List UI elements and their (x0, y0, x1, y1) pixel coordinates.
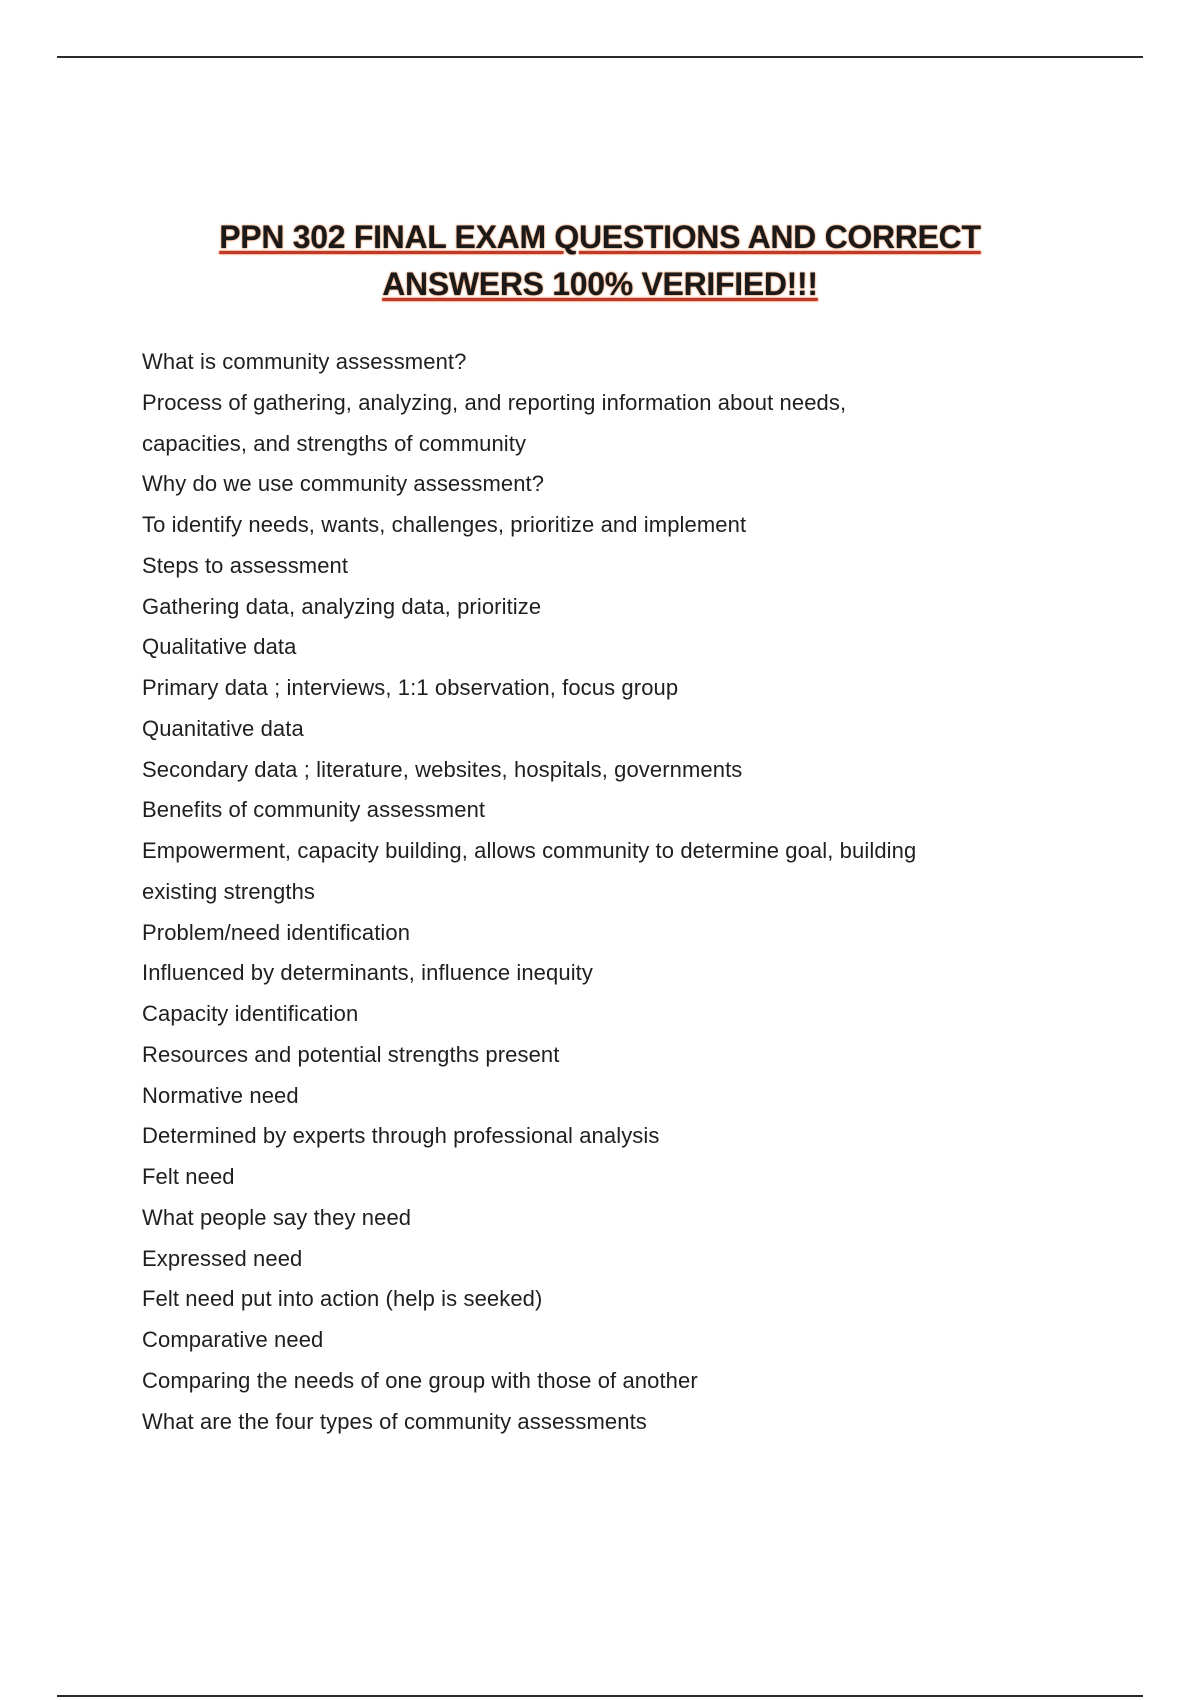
question-line: Problem/need identification (142, 919, 411, 945)
answer-line: existing strengths (142, 878, 315, 904)
question-line: What are the four types of community assessments (142, 1408, 647, 1434)
question-line: Quanitative data (142, 715, 304, 741)
answer-line: Resources and potential strengths present (142, 1041, 560, 1067)
question-line: What is community assessment? (142, 349, 467, 374)
question-line: Normative need (142, 1082, 299, 1108)
answer-line: Gathering data, analyzing data, prioritize (142, 593, 542, 619)
answer-line: Determined by experts through professional analysis (142, 1123, 660, 1149)
answer-line: Process of gathering, analyzing, and reporting information about needs, (142, 389, 847, 415)
title-line-1-text: PPN 302 FINAL EXAM QUESTIONS AND CORRECT (219, 219, 981, 255)
qa-list (142, 342, 1082, 1442)
title-line-1 (0, 214, 1200, 261)
question-line: Benefits of community assessment (142, 797, 486, 823)
answer-line: Felt need put into action (help is seeked) (142, 1286, 543, 1312)
title-line-2 (0, 261, 1200, 308)
question-line: Felt need (142, 1164, 235, 1189)
answer-line: Comparing the needs of one group with those of another (142, 1367, 698, 1393)
answer-line: To identify needs, wants, challenges, prioritize and implement (142, 512, 747, 537)
question-line: Expressed need (142, 1245, 303, 1271)
question-line: Comparative need (142, 1327, 324, 1352)
question-line: Steps to assessment (142, 552, 349, 578)
answer-line: Secondary data ; literature, websites, hospitals, governments (142, 756, 743, 782)
document-title (0, 214, 1200, 308)
answer-line: What people say they need (142, 1204, 412, 1230)
answer-line: Empowerment, capacity building, allows community to determine goal, building (142, 838, 917, 863)
top-rule (57, 56, 1143, 58)
question-line: Capacity identification (142, 1001, 359, 1026)
answer-line: Primary data ; interviews, 1:1 observation, focus group (142, 675, 679, 700)
question-line: Why do we use community assessment? (142, 471, 545, 497)
answer-line: Influenced by determinants, influence inequity (142, 960, 593, 986)
answer-line: capacities, and strengths of community (142, 430, 527, 456)
title-line-2-text: ANSWERS 100% VERIFIED!!! (382, 266, 818, 302)
bottom-rule (57, 1695, 1143, 1697)
question-line: Qualitative data (142, 634, 297, 660)
